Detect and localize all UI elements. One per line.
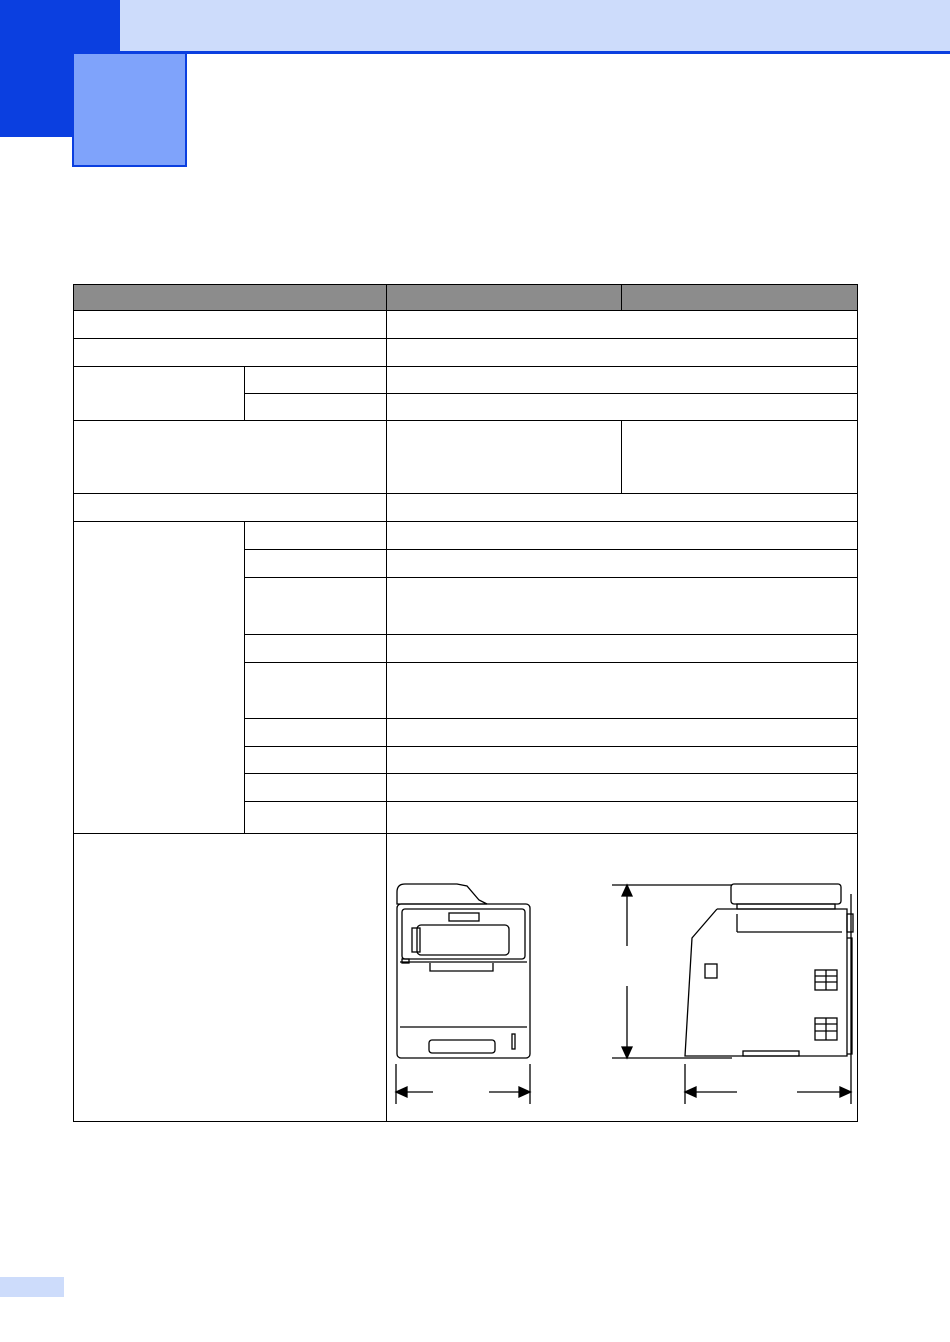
row-label: [74, 494, 387, 522]
chapter-number-box: [72, 52, 187, 167]
table-row: [74, 494, 858, 522]
row-group-label: [74, 522, 245, 834]
printer-side-view: [685, 884, 853, 1056]
row-value: [387, 802, 858, 834]
row-sublabel: [245, 747, 387, 774]
header-cell-model-b: [622, 285, 858, 311]
row-value: [387, 494, 858, 522]
row-sublabel: [245, 578, 387, 635]
row-sublabel: [245, 394, 387, 421]
table-row: [74, 311, 858, 339]
header-cell-model-a: [387, 285, 622, 311]
height-arrow: [612, 885, 732, 1058]
row-value-model-a: [387, 421, 622, 494]
width-arrow: [396, 1064, 530, 1104]
row-value: [387, 747, 858, 774]
table-row: [74, 522, 858, 550]
table-row: [74, 834, 858, 1122]
row-sublabel: [245, 367, 387, 394]
row-label: [74, 834, 387, 1122]
row-value: [387, 635, 858, 663]
row-value: [387, 719, 858, 747]
row-value: [387, 578, 858, 635]
depth-arrow: [685, 894, 851, 1104]
row-sublabel: [245, 550, 387, 578]
row-sublabel: [245, 635, 387, 663]
table-header-row: [74, 285, 858, 311]
row-value: [387, 339, 858, 367]
row-label: [74, 421, 387, 494]
row-value: [387, 550, 858, 578]
specification-table: [73, 284, 858, 1122]
page-number-tab: [0, 1277, 64, 1297]
row-label: [74, 339, 387, 367]
row-value: [387, 394, 858, 421]
dimensions-diagram: [387, 834, 857, 1120]
row-value: [387, 311, 858, 339]
chapter-header-band: [120, 0, 950, 54]
row-label: [74, 311, 387, 339]
row-value: [387, 522, 858, 550]
row-value: [387, 367, 858, 394]
table-row: [74, 339, 858, 367]
row-group-label: [74, 367, 245, 421]
row-sublabel: [245, 719, 387, 747]
table-row: [74, 367, 858, 394]
row-sublabel: [245, 663, 387, 719]
header-cell-item: [74, 285, 387, 311]
row-sublabel: [245, 774, 387, 802]
row-value: [387, 774, 858, 802]
row-sublabel: [245, 802, 387, 834]
dimensions-diagram-cell: [387, 834, 858, 1122]
row-value: [387, 663, 858, 719]
table-row: [74, 421, 858, 494]
row-sublabel: [245, 522, 387, 550]
row-value-model-b: [622, 421, 858, 494]
printer-front-view: [397, 884, 530, 1058]
